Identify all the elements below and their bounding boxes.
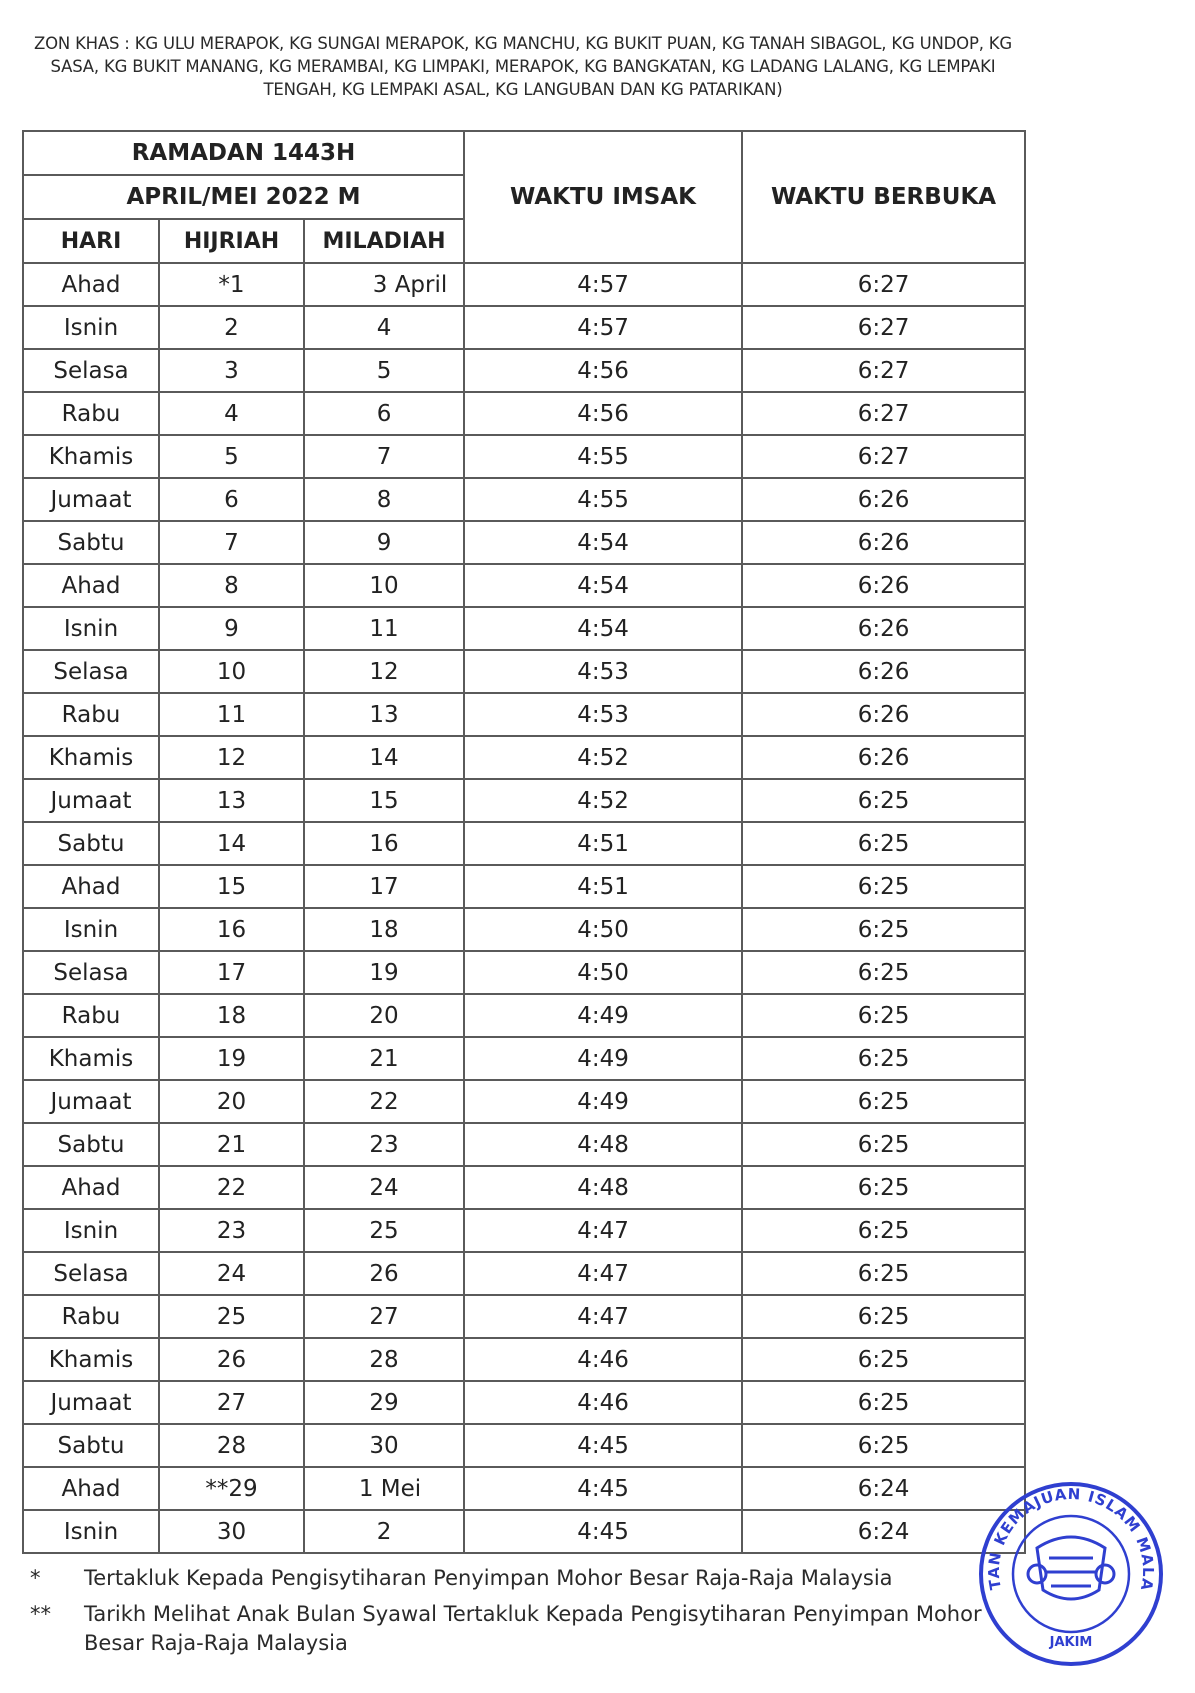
- seal-emblem-icon: [1028, 1537, 1114, 1599]
- header-waktu-berbuka: WAKTU BERBUKA: [742, 131, 1025, 263]
- cell-hijriah: **29: [159, 1467, 304, 1510]
- cell-berbuka: 6:27: [742, 392, 1025, 435]
- cell-hijriah: 9: [159, 607, 304, 650]
- cell-hari: Rabu: [23, 392, 159, 435]
- cell-miladiah: 6: [304, 392, 464, 435]
- seal-inner-ring: [1013, 1516, 1129, 1632]
- cell-imsak: 4:54: [464, 607, 742, 650]
- header-hari: HARI: [23, 219, 159, 263]
- cell-hijriah: 6: [159, 478, 304, 521]
- cell-berbuka: 6:25: [742, 1209, 1025, 1252]
- cell-hijriah: 8: [159, 564, 304, 607]
- cell-miladiah: [304, 263, 464, 306]
- cell-imsak: 4:54: [464, 521, 742, 564]
- table-row: [23, 1381, 1025, 1424]
- cell-hari: Ahad: [23, 1467, 159, 1510]
- cell-imsak: 4:49: [464, 994, 742, 1037]
- cell-imsak: 4:48: [464, 1166, 742, 1209]
- cell-imsak: 4:48: [464, 1123, 742, 1166]
- cell-berbuka: 6:25: [742, 1252, 1025, 1295]
- cell-hari: Ahad: [23, 1166, 159, 1209]
- cell-berbuka: 6:26: [742, 521, 1025, 564]
- cell-hijriah: 25: [159, 1295, 304, 1338]
- cell-hijriah: 26: [159, 1338, 304, 1381]
- cell-hijriah: 16: [159, 908, 304, 951]
- cell-imsak: 4:45: [464, 1467, 742, 1510]
- table-row: [23, 1295, 1025, 1338]
- cell-hijriah: 15: [159, 865, 304, 908]
- cell-berbuka: 6:26: [742, 478, 1025, 521]
- cell-berbuka: 6:25: [742, 822, 1025, 865]
- cell-miladiah: 14: [304, 736, 464, 779]
- cell-berbuka: 6:25: [742, 779, 1025, 822]
- cell-hari: Selasa: [23, 650, 159, 693]
- cell-hijriah: *1: [159, 263, 304, 306]
- ramadan-schedule-table: [22, 130, 1026, 1554]
- cell-berbuka: 6:25: [742, 1123, 1025, 1166]
- cell-miladiah: 29: [304, 1381, 464, 1424]
- footnote-mark: *: [30, 1566, 41, 1590]
- cell-berbuka: 6:26: [742, 736, 1025, 779]
- footnote-text: Tertakluk Kepada Pengisytiharan Penyimpan Mohor Besar Raja-Raja Malaysia: [84, 1566, 893, 1590]
- table-row: [23, 521, 1025, 564]
- cell-imsak: 4:51: [464, 865, 742, 908]
- cell-miladiah: 16: [304, 822, 464, 865]
- cell-hari: Ahad: [23, 564, 159, 607]
- cell-miladiah: 8: [304, 478, 464, 521]
- cell-imsak: 4:47: [464, 1209, 742, 1252]
- cell-hari: Ahad: [23, 865, 159, 908]
- cell-imsak: 4:52: [464, 736, 742, 779]
- cell-hijriah: 7: [159, 521, 304, 564]
- table-row: [23, 1037, 1025, 1080]
- cell-berbuka: 6:27: [742, 349, 1025, 392]
- table-row: [23, 650, 1025, 693]
- table-row: [23, 1209, 1025, 1252]
- table-row: [23, 822, 1025, 865]
- cell-hijriah: 30: [159, 1510, 304, 1553]
- cell-miladiah: 4: [304, 306, 464, 349]
- table-row: [23, 478, 1025, 521]
- cell-miladiah: 23: [304, 1123, 464, 1166]
- table-row: [23, 1080, 1025, 1123]
- cell-imsak: 4:56: [464, 392, 742, 435]
- cell-imsak: 4:53: [464, 693, 742, 736]
- cell-hari: Isnin: [23, 1510, 159, 1553]
- cell-imsak: 4:56: [464, 349, 742, 392]
- cell-hari: Sabtu: [23, 822, 159, 865]
- cell-miladiah: 27: [304, 1295, 464, 1338]
- table-row: [23, 736, 1025, 779]
- table-row: [23, 392, 1025, 435]
- cell-imsak: 4:53: [464, 650, 742, 693]
- cell-hijriah: 4: [159, 392, 304, 435]
- cell-berbuka: 6:25: [742, 908, 1025, 951]
- cell-hari: Jumaat: [23, 478, 159, 521]
- table-row: [23, 1467, 1025, 1510]
- cell-hijriah: 20: [159, 1080, 304, 1123]
- cell-hari: Isnin: [23, 607, 159, 650]
- table-row: [23, 693, 1025, 736]
- cell-miladiah: 24: [304, 1166, 464, 1209]
- cell-hijriah: 14: [159, 822, 304, 865]
- table-row: [23, 994, 1025, 1037]
- cell-berbuka: 6:26: [742, 564, 1025, 607]
- cell-berbuka: 6:26: [742, 607, 1025, 650]
- cell-hari: Rabu: [23, 994, 159, 1037]
- header-miladiah: MILADIAH: [304, 219, 464, 263]
- cell-berbuka: 6:25: [742, 1295, 1025, 1338]
- cell-hari: Sabtu: [23, 1424, 159, 1467]
- table-row: [23, 779, 1025, 822]
- cell-hijriah: 28: [159, 1424, 304, 1467]
- cell-miladiah: 21: [304, 1037, 464, 1080]
- table-row: [23, 1424, 1025, 1467]
- cell-hari: Isnin: [23, 908, 159, 951]
- cell-hijriah: 5: [159, 435, 304, 478]
- cell-miladiah: 20: [304, 994, 464, 1037]
- cell-hari: Rabu: [23, 1295, 159, 1338]
- table-row: [23, 607, 1025, 650]
- table-row: [23, 263, 1025, 306]
- cell-miladiah: 10: [304, 564, 464, 607]
- cell-miladiah: 9: [304, 521, 464, 564]
- cell-imsak: 4:46: [464, 1338, 742, 1381]
- cell-imsak: 4:47: [464, 1295, 742, 1338]
- cell-imsak: 4:57: [464, 306, 742, 349]
- cell-miladiah: 7: [304, 435, 464, 478]
- cell-hijriah: 11: [159, 693, 304, 736]
- cell-miladiah: 30: [304, 1424, 464, 1467]
- cell-miladiah: 5: [304, 349, 464, 392]
- cell-imsak: 4:49: [464, 1080, 742, 1123]
- table-row: [23, 1338, 1025, 1381]
- cell-hijriah: 13: [159, 779, 304, 822]
- cell-berbuka: 6:24: [742, 1467, 1025, 1510]
- cell-hari: Khamis: [23, 435, 159, 478]
- cell-berbuka: 6:27: [742, 263, 1025, 306]
- cell-hijriah: 22: [159, 1166, 304, 1209]
- cell-berbuka: 6:25: [742, 1166, 1025, 1209]
- table-row: [23, 349, 1025, 392]
- cell-imsak: 4:57: [464, 263, 742, 306]
- cell-berbuka: 6:25: [742, 994, 1025, 1037]
- table-row: [23, 908, 1025, 951]
- jakim-seal: [975, 1478, 1167, 1670]
- cell-imsak: 4:50: [464, 951, 742, 994]
- seal-bottom-text: JAKIM: [1049, 1635, 1093, 1650]
- header-hijriah: HIJRIAH: [159, 219, 304, 263]
- cell-miladiah: 2: [304, 1510, 464, 1553]
- cell-hari: Selasa: [23, 349, 159, 392]
- cell-imsak: 4:52: [464, 779, 742, 822]
- cell-berbuka: 6:25: [742, 951, 1025, 994]
- cell-hijriah: 12: [159, 736, 304, 779]
- cell-hari: Khamis: [23, 1037, 159, 1080]
- cell-berbuka: 6:24: [742, 1510, 1025, 1553]
- table-title-hijri: RAMADAN 1443H: [23, 131, 464, 175]
- cell-hari: Sabtu: [23, 1123, 159, 1166]
- cell-hari: Ahad: [23, 263, 159, 306]
- cell-hari: Isnin: [23, 306, 159, 349]
- cell-imsak: 4:51: [464, 822, 742, 865]
- cell-hari: Jumaat: [23, 779, 159, 822]
- cell-berbuka: 6:26: [742, 650, 1025, 693]
- cell-hari: Selasa: [23, 1252, 159, 1295]
- cell-hijriah: 23: [159, 1209, 304, 1252]
- cell-hijriah: 2: [159, 306, 304, 349]
- cell-hijriah: 10: [159, 650, 304, 693]
- cell-hijriah: 19: [159, 1037, 304, 1080]
- cell-hari: Khamis: [23, 1338, 159, 1381]
- cell-hari: Sabtu: [23, 521, 159, 564]
- cell-miladiah: 25: [304, 1209, 464, 1252]
- footnote-text: Tarikh Melihat Anak Bulan Syawal Tertakluk Kepada Pengisytiharan Penyimpan Mohor Besar Raja-Raja Malaysia: [84, 1602, 982, 1655]
- cell-hari: Selasa: [23, 951, 159, 994]
- cell-berbuka: 6:25: [742, 1424, 1025, 1467]
- cell-imsak: 4:50: [464, 908, 742, 951]
- cell-hari: Jumaat: [23, 1381, 159, 1424]
- cell-hari: Jumaat: [23, 1080, 159, 1123]
- cell-hijriah: 3: [159, 349, 304, 392]
- cell-berbuka: 6:27: [742, 306, 1025, 349]
- table-row: [23, 564, 1025, 607]
- table-row: [23, 435, 1025, 478]
- miladiah-label: 3 April: [372, 271, 448, 298]
- cell-hijriah: 21: [159, 1123, 304, 1166]
- table-row: [23, 1252, 1025, 1295]
- cell-imsak: 4:47: [464, 1252, 742, 1295]
- cell-imsak: 4:54: [464, 564, 742, 607]
- cell-hari: Isnin: [23, 1209, 159, 1252]
- jakim-seal-graphic: [975, 1478, 1167, 1670]
- table-row: [23, 951, 1025, 994]
- cell-miladiah: 15: [304, 779, 464, 822]
- cell-miladiah: 19: [304, 951, 464, 994]
- cell-miladiah: [304, 1467, 464, 1510]
- cell-miladiah: 18: [304, 908, 464, 951]
- cell-imsak: 4:45: [464, 1424, 742, 1467]
- cell-imsak: 4:55: [464, 435, 742, 478]
- cell-hijriah: 17: [159, 951, 304, 994]
- footnote-mark: **: [30, 1602, 51, 1626]
- cell-berbuka: 6:25: [742, 1381, 1025, 1424]
- cell-miladiah: 26: [304, 1252, 464, 1295]
- table-row: [23, 865, 1025, 908]
- table-row: [23, 306, 1025, 349]
- cell-miladiah: 22: [304, 1080, 464, 1123]
- cell-imsak: 4:45: [464, 1510, 742, 1553]
- table-title-gregorian: APRIL/MEI 2022 M: [23, 175, 464, 219]
- cell-miladiah: 17: [304, 865, 464, 908]
- cell-imsak: 4:46: [464, 1381, 742, 1424]
- cell-miladiah: 12: [304, 650, 464, 693]
- zone-note: ZON KHAS : KG ULU MERAPOK, KG SUNGAI MERAPOK, KG MANCHU, KG BUKIT PUAN, KG TANAH SIBAGOL, KG UNDOP, KG SASA, KG BUKIT MANANG, KG MERAMBAI, KG LIMPAKI, MERAPOK, KG BANGKATAN, KG LADANG LALANG, KG LEMPAKI TENGAH, KG LEMPAKI ASAL, KG LANGUBAN DAN KG PATARIKAN): [33, 34, 1012, 99]
- cell-berbuka: 6:27: [742, 435, 1025, 478]
- cell-hijriah: 18: [159, 994, 304, 1037]
- miladiah-label: 1 Mei: [358, 1475, 422, 1502]
- header-waktu-imsak: WAKTU IMSAK: [464, 131, 742, 263]
- table-row: [23, 1510, 1025, 1553]
- cell-miladiah: 28: [304, 1338, 464, 1381]
- cell-imsak: 4:49: [464, 1037, 742, 1080]
- cell-berbuka: 6:25: [742, 1080, 1025, 1123]
- cell-berbuka: 6:25: [742, 1037, 1025, 1080]
- seal-arc-text: TAN KEMAJUAN ISLAM MALA: [984, 1484, 1158, 1592]
- cell-berbuka: 6:26: [742, 693, 1025, 736]
- cell-miladiah: 11: [304, 607, 464, 650]
- cell-hari: Khamis: [23, 736, 159, 779]
- cell-berbuka: 6:25: [742, 865, 1025, 908]
- cell-berbuka: 6:25: [742, 1338, 1025, 1381]
- cell-imsak: 4:55: [464, 478, 742, 521]
- table-row: [23, 1123, 1025, 1166]
- cell-hari: Rabu: [23, 693, 159, 736]
- table-row: [23, 1166, 1025, 1209]
- cell-miladiah: 13: [304, 693, 464, 736]
- cell-hijriah: 27: [159, 1381, 304, 1424]
- cell-hijriah: 24: [159, 1252, 304, 1295]
